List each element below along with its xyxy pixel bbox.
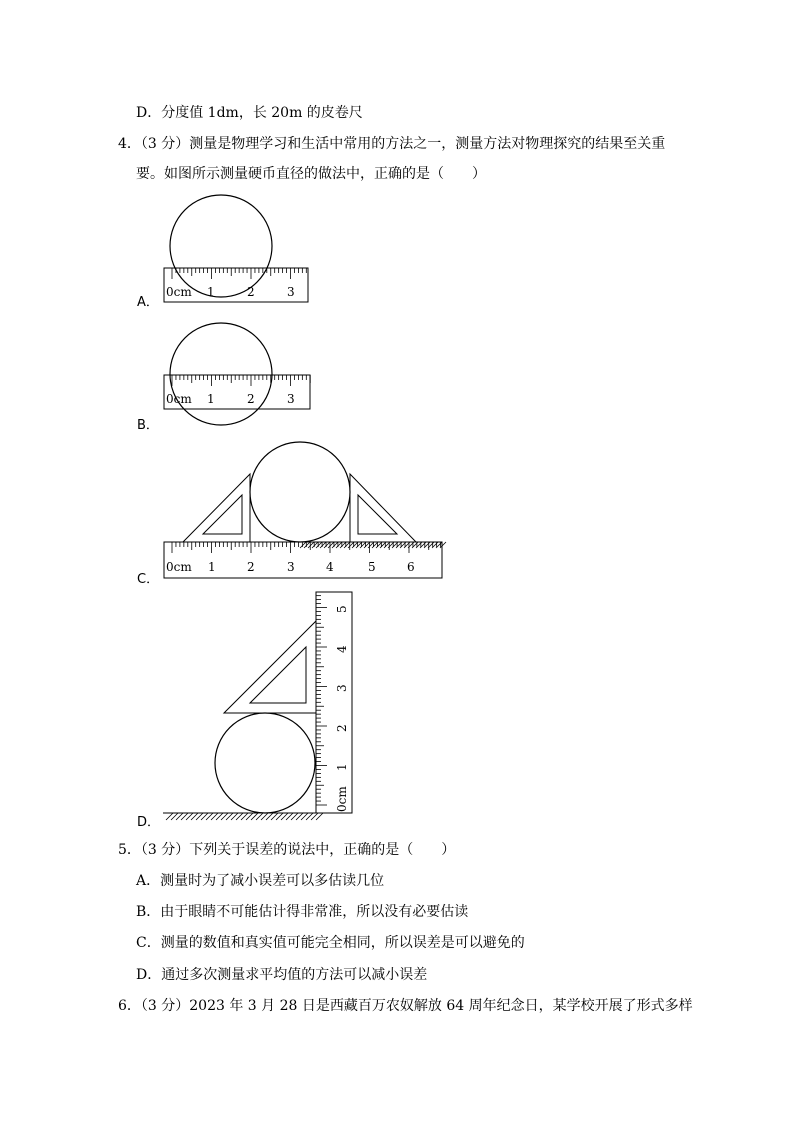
coin-d <box>215 713 315 813</box>
ruler-c-label-0: 0cm <box>166 560 192 574</box>
ruler-d <box>316 592 352 813</box>
ruler-d-ticks <box>316 596 327 805</box>
ruler-d-label-3: 3 <box>335 684 349 692</box>
q4-label-a: A． <box>137 295 159 310</box>
ruler-b-label-3: 3 <box>287 392 295 406</box>
ruler-a-label-1: 1 <box>207 285 215 299</box>
ruler-b-label-1: 1 <box>207 392 215 406</box>
ruler-d-label-5: 5 <box>335 605 349 613</box>
ruler-a-label-2: 2 <box>247 285 255 299</box>
q4-label-c: C． <box>137 572 160 587</box>
ruler-a-label-3: 3 <box>287 285 295 299</box>
q5-option-c: C．测量的数值和真实值可能完全相同，所以误差是可以避免的 <box>136 935 525 951</box>
ruler-c-label-2: 2 <box>247 560 255 574</box>
q5-option-d: D．通过多次测量求平均值的方法可以减小误差 <box>136 967 428 983</box>
set-square-d-inner <box>250 647 306 703</box>
ruler-d-label-2: 2 <box>335 724 349 732</box>
ruler-c-label-4: 4 <box>326 560 334 574</box>
q4-stem-line1: 4．（3 分）测量是物理学习和生活中常用的方法之一，测量方法对物理探究的结果至关重 <box>118 136 666 152</box>
ruler-b-label-2: 2 <box>247 392 255 406</box>
q3-option-d: D．分度值 1dm，长 20m 的皮卷尺 <box>136 105 363 121</box>
q5-option-a: A．测量时为了减小误差可以多估读几位 <box>136 873 385 889</box>
q5-option-b: B．由于眼睛不可能估计得非常准，所以没有必要估读 <box>136 904 469 920</box>
q4-label-b: B． <box>137 418 159 433</box>
ruler-c-label-3: 3 <box>287 560 295 574</box>
q6-stem: 6．（3 分）2023 年 3 月 28 日是西藏百万农奴解放 64 周年纪念日，某学校开展了形式多样 <box>118 998 693 1014</box>
ruler-a-label-0: 0cm <box>166 285 192 299</box>
ruler-c-label-5: 5 <box>368 560 376 574</box>
ruler-b-label-0: 0cm <box>166 392 192 406</box>
ruler-c-label-6: 6 <box>407 560 415 574</box>
ruler-c-label-1: 1 <box>208 560 216 574</box>
q4-label-d: D． <box>137 815 161 830</box>
q4-stem-line2: 要。如图所示测量硬币直径的做法中，正确的是（ ） <box>136 166 486 182</box>
ground-hatch <box>166 813 323 820</box>
q5-stem: 5．（3 分）下列关于误差的说法中，正确的是（ ） <box>118 842 456 858</box>
ruler-d-label-1: 1 <box>335 763 349 771</box>
ruler-d-label-4: 4 <box>335 645 349 653</box>
ruler-d-label-0: 0cm <box>335 786 349 812</box>
set-square-d <box>224 621 316 713</box>
